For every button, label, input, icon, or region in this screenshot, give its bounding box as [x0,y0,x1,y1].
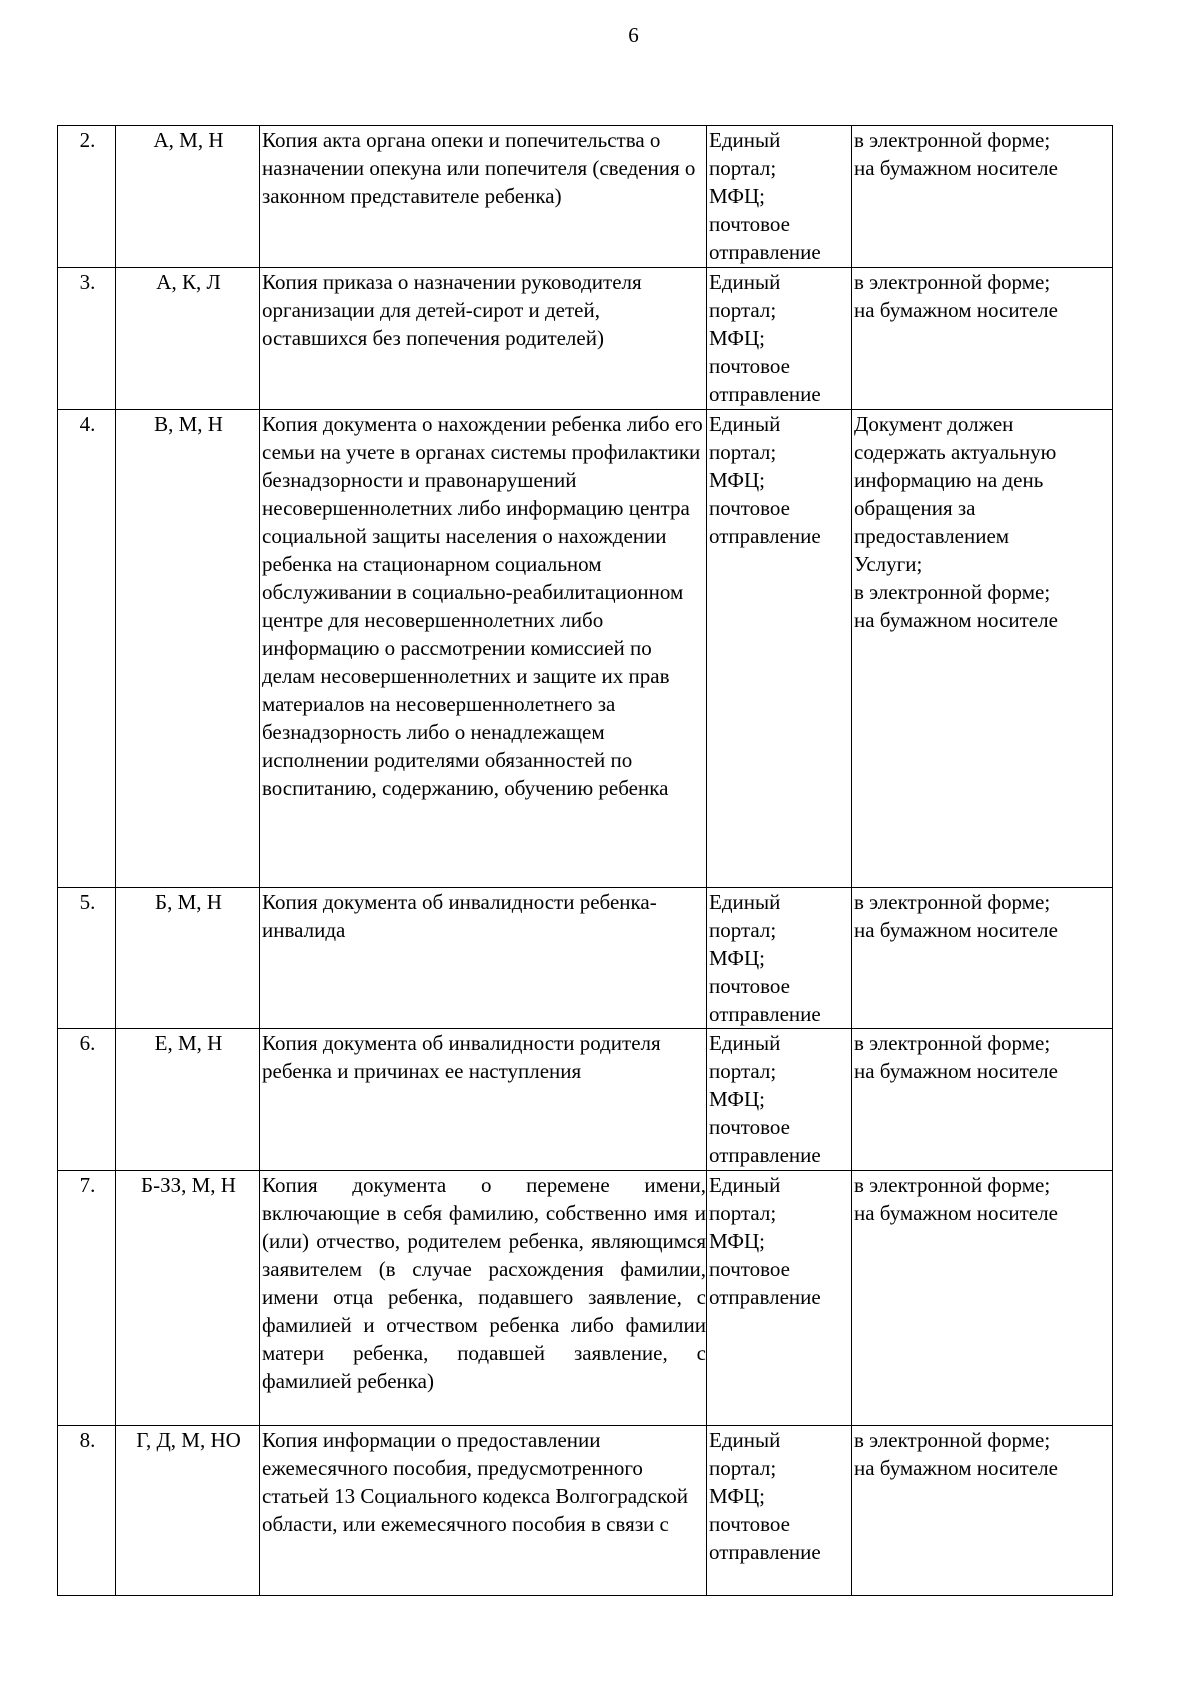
submission-method: Единый портал; МФЦ; почтовое отправление [707,1171,852,1426]
document-form: в электронной форме; на бумажном носителе [852,1171,1113,1426]
applicant-codes: Б-ЗЗ, М, Н [116,1171,260,1426]
row-number: 7. [58,1171,116,1426]
applicant-codes: Е, М, Н [116,1029,260,1171]
submission-method: Единый портал; МФЦ; почтовое отправление [707,1029,852,1171]
row-number: 3. [58,268,116,410]
applicant-codes: А, М, Н [116,126,260,268]
document-description: Копия документа об инвалидности родителя ребенка и причинах ее наступления [260,1029,707,1171]
applicant-codes: А, К, Л [116,268,260,410]
table-row [58,268,1113,410]
submission-method: Единый портал; МФЦ; почтовое отправление [707,410,852,888]
table-row [58,1029,1113,1171]
document-description: Копия информации о предоставлении ежемесячного пособия, предусмотренного статьей 13 Социального кодекса Волгоградской области, или ежемесячного пособия в связи с [260,1426,707,1596]
document-description: Копия акта органа опеки и попечительства о назначении опекуна или попечителя (сведения о законном представителе ребенка) [260,126,707,268]
document-form: в электронной форме; на бумажном носителе [852,1426,1113,1596]
applicant-codes: Б, М, Н [116,888,260,1029]
row-number: 4. [58,410,116,888]
document-description: Копия документа о нахождении ребенка либо его семьи на учете в органах системы профилактики безнадзорности и правонарушений несовершеннолетних либо информацию центра социальной защиты населения о нахождении ребенка на стационарном социальном обслуживании в социально-реабилитационном центре для несовершеннолетних либо информацию о рассмотрении комиссией по делам несовершеннолетних и защите их прав материалов на несовершеннолетнего за безнадзорность либо о ненадлежащем исполнении родителями обязанностей по воспитанию, содержанию, обучению ребенка [260,410,707,888]
document-description: Копия документа об инвалидности ребенка-инвалида [260,888,707,1029]
table-row [58,1426,1113,1596]
row-number: 2. [58,126,116,268]
applicant-codes: В, М, Н [116,410,260,888]
documents-table [57,125,1113,1596]
page-number: 6 [628,23,639,47]
submission-method: Единый портал; МФЦ; почтовое отправление [707,126,852,268]
document-form: Документ должен содержать актуальную информацию на день обращения за предоставлением Услуги; в электронной форме; на бумажном носителе [852,410,1113,888]
row-number: 8. [58,1426,116,1596]
submission-method: Единый портал; МФЦ; почтовое отправление [707,1426,852,1596]
table-row [58,1171,1113,1426]
submission-method: Единый портал; МФЦ; почтовое отправление [707,268,852,410]
table-row [58,888,1113,1029]
table-row [58,126,1113,268]
applicant-codes: Г, Д, М, НО [116,1426,260,1596]
document-form: в электронной форме; на бумажном носителе [852,888,1113,1029]
row-number: 6. [58,1029,116,1171]
row-number: 5. [58,888,116,1029]
table-row [58,410,1113,888]
document-form: в электронной форме; на бумажном носителе [852,1029,1113,1171]
submission-method: Единый портал; МФЦ; почтовое отправление [707,888,852,1029]
document-form: в электронной форме; на бумажном носителе [852,268,1113,410]
document-description: Копия приказа о назначении руководителя организации для детей-сирот и детей, оставшихся без попечения родителей) [260,268,707,410]
document-form: в электронной форме; на бумажном носителе [852,126,1113,268]
document-description: Копия документа о перемене имени, включающие в себя фамилию, собственно имя и (или) отчество, родителем ребенка, являющимся заявителем (в случае расхождения фамилии, имени отца ребенка, подавшего заявление, с фамилией и отчеством ребенка либо фамилии матери ребенка, подавшей заявление, с фамилией ребенка) [260,1171,707,1426]
